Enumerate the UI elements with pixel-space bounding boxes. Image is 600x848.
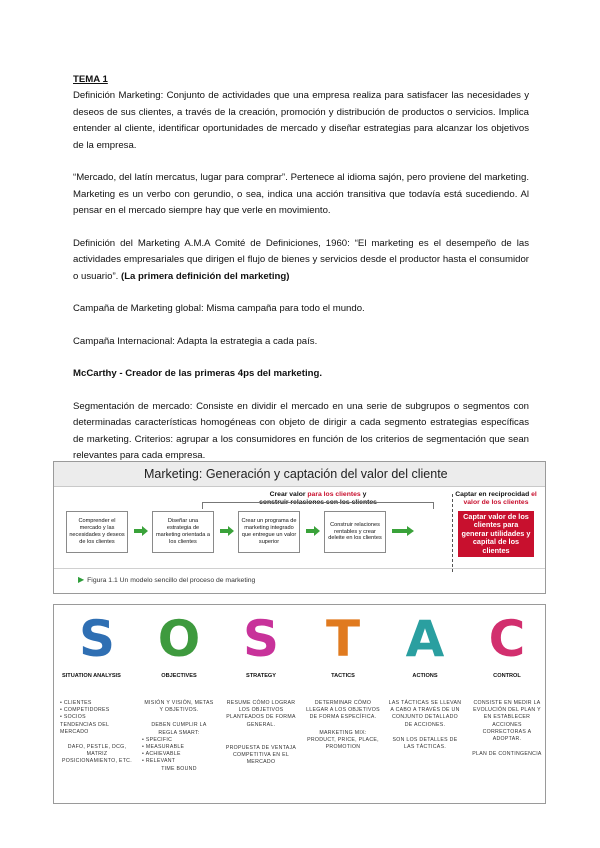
sostac-line: • CLIENTES xyxy=(60,700,92,706)
sub-left-a: Crear valor xyxy=(269,491,308,498)
sostac-graphic xyxy=(53,604,546,804)
sostac-column-body xyxy=(306,700,380,751)
sostac-column-head: CONTROL xyxy=(493,673,521,679)
sostac-column-body xyxy=(60,700,134,766)
sostac-column-head: SITUATION ANALYSIS xyxy=(62,673,121,679)
sub-left-c: y xyxy=(360,491,367,498)
sub-left-b: para los clientes xyxy=(307,491,361,498)
sub-left-d: construir relaciones con los clientes xyxy=(259,499,377,506)
sostac-line: DAFO, PESTLE, DCG, MATRIZ POSICIONAMIENTO, ETC. xyxy=(62,744,132,765)
paragraph-campana-internacional: Campaña Internacional: Adapta la estrategia a cada país. xyxy=(73,335,318,347)
sostac-column-body xyxy=(470,700,544,758)
step-box-3: Crear un programa de marketing integrado que entregue un valor superior xyxy=(238,511,300,553)
ama-bold: (La primera definición del marketing) xyxy=(121,270,290,282)
step-box-2: Diseñar una estrategia de marketing orientada a los clientes xyxy=(152,511,214,553)
sostac-column-situation xyxy=(56,605,138,803)
caption-text: Figura 1.1 Un modelo sencillo del proceso de marketing xyxy=(87,577,256,584)
sostac-line: • COMPETIDORES xyxy=(60,707,110,714)
sub-right-c: valor de los clientes xyxy=(463,499,529,506)
sostac-line: • SPECIFIC xyxy=(142,736,173,743)
sostac-line: TIME BOUND xyxy=(161,765,197,772)
sostac-letter: O xyxy=(157,610,201,668)
sostac-line: TENDENCIAS DEL MERCADO xyxy=(60,721,109,735)
step-box-final: Captar valor de los clientes para generar utilidades y capital de los clientes xyxy=(458,511,534,557)
sostac-letter: C xyxy=(488,610,526,668)
figure-title: Marketing: Generación y captación del valor del cliente xyxy=(144,467,448,481)
sostac-letter: T xyxy=(325,610,361,668)
sostac-line: PROPUESTA DE VENTAJA COMPETITIVA EN EL MERCADO xyxy=(225,744,297,766)
figure-caption xyxy=(78,575,255,584)
step-box-1: Comprender el mercado y las necesidades y deseos de los clientes xyxy=(66,511,128,553)
arrow-icon xyxy=(392,526,414,536)
sostac-column-head: OBJECTIVES xyxy=(161,673,197,679)
sostac-column-head: TACTICS xyxy=(331,673,355,679)
sostac-column-strategy xyxy=(220,605,302,803)
sostac-letter: S xyxy=(78,610,115,668)
sostac-letter: S xyxy=(242,610,279,668)
sostac-line: • ACHIEVABLE xyxy=(142,751,181,758)
arrow-icon xyxy=(306,526,320,536)
sostac-line: DEBEN CUMPLIR LA REGLA SMART: xyxy=(151,722,207,736)
sostac-line: LAS TÁCTICAS SE LLEVAN A CABO A TRAVÉS DE UN CONJUNTO DETALLADO DE ACCIONES. xyxy=(388,700,462,728)
sostac-letter: A xyxy=(405,610,445,668)
figure-bracket xyxy=(202,502,434,509)
sub-right-a: Captar en reciprocidad xyxy=(455,491,532,498)
ama-text: Definición del Marketing A.M.A Comité de Definiciones, 1960: “El marketing es el desempeño de las actividades empresariales que dirigen el flujo de bienes y servicios desde el productor hasta el consumidor o usuario”. xyxy=(73,237,529,282)
step-box-4: Construir relaciones rentables y crear deleite en los clientes xyxy=(324,511,386,553)
sostac-line: • SOCIOS xyxy=(60,714,86,721)
document-body xyxy=(73,72,529,465)
sostac-column-head: STRATEGY xyxy=(245,673,277,679)
sostac-line: MISIÓN Y VISIÓN, METAS Y OBJETIVOS. xyxy=(144,700,214,714)
sostac-column-tactics xyxy=(302,605,384,803)
paragraph-ama xyxy=(73,236,529,286)
sostac-line: MARKETING MIX: PRODUCT, PRICE, PLACE, PROMOTION xyxy=(307,729,379,751)
sostac-column-actions xyxy=(384,605,466,803)
sostac-line: PLAN DE CONTINGENCIA xyxy=(472,751,542,758)
document-heading: TEMA 1 xyxy=(73,74,108,85)
sostac-line: SON LOS DETALLES DE LAS TÁCTICAS. xyxy=(392,736,458,751)
arrow-icon xyxy=(134,526,148,536)
paragraph-mercado: “Mercado, del latín mercatus, lugar para comprar”. Pertenece al idioma sajón, pero proviene del marketing. Marketing es un verbo con gerundio, o sea, indica una acción transitiva que todavía está sucediendo. Al pensar en el mercado siempre hay que verle en movimiento. xyxy=(73,172,529,216)
sostac-line: • RELEVANT xyxy=(142,758,176,765)
sostac-line: CONSISTE EN MEDIR LA EVOLUCIÓN DEL PLAN Y EN ESTABLECER ACCIONES CORRECTORAS A ADOPTAR. xyxy=(473,700,541,743)
sostac-column-control xyxy=(466,605,548,803)
figure-subtitle-right xyxy=(454,491,538,507)
sostac-column-body xyxy=(388,700,462,751)
caption-triangle-icon: ▶ xyxy=(78,575,85,584)
paragraph-segmentacion: Segmentación de mercado: Consiste en dividir el mercado en una serie de subgrupos o segmentos con determinadas características homogéneas con objeto de dirigir a cada segmento estrategias específicas de marketing. Criterios: agrupar a los consumidores en función de los criterios de segmentación que sean relevantes para cada empresa. xyxy=(73,400,529,461)
sostac-column-head: ACTIONS xyxy=(412,673,438,679)
paragraph-mccarthy: McCarthy - Creador de las primeras 4ps del marketing. xyxy=(73,368,322,379)
arrow-icon xyxy=(220,526,234,536)
figure-divider xyxy=(452,494,453,572)
sostac-column-objectives xyxy=(138,605,220,803)
sostac-line: RESUME CÓMO LOGRAR LOS OBJETIVOS PLANTEADOS DE FORMA GENERAL. xyxy=(226,700,296,728)
sostac-column-body xyxy=(142,700,216,773)
paragraph-campana-global: Campaña de Marketing global: Misma campaña para todo el mundo. xyxy=(73,303,365,314)
sostac-line: • MEASURABLE xyxy=(142,744,185,751)
marketing-process-figure xyxy=(53,461,546,594)
sub-right-b: el xyxy=(531,491,537,498)
sostac-column-body xyxy=(224,700,298,766)
paragraph-definicion-marketing: Definición Marketing: Conjunto de actividades que una empresa realiza para satisfacer las necesidades y deseos de sus clientes, a través de la creación, promoción y distribución de productos o servicios. Implica entender al cliente, identificar oportunidades de mercado y diseñar estrategias para alcanzar los objetivos de la empresa. xyxy=(73,90,529,151)
sostac-line: DETERMINAR CÓMO LLEGAR A LOS OBJETIVOS DE FORMA ESPECÍFICA. xyxy=(306,700,380,721)
figure-header xyxy=(54,462,545,487)
